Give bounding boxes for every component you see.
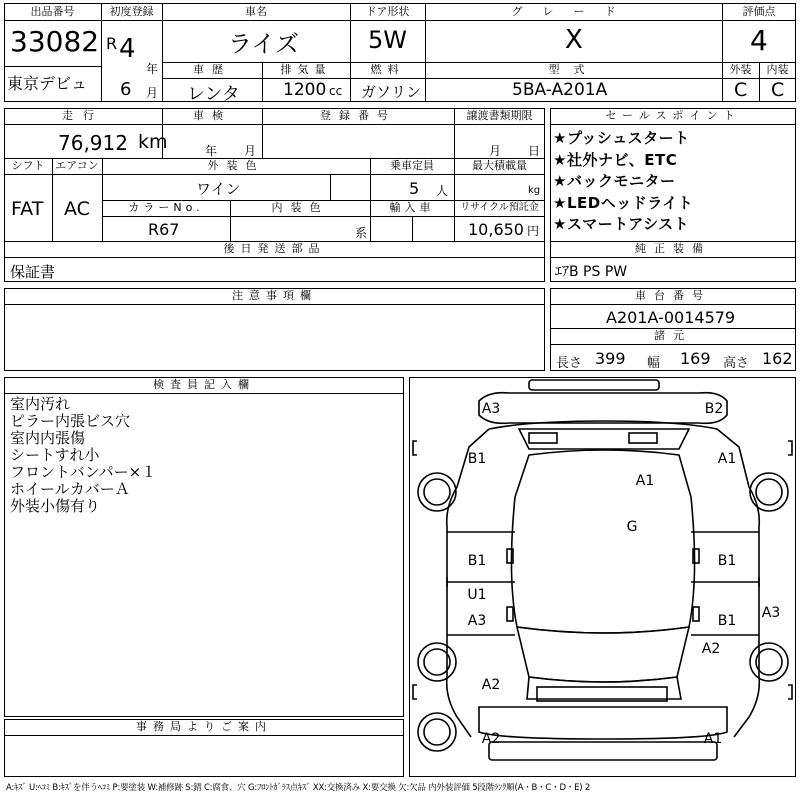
damage-mark: A3 [761, 605, 781, 621]
history-label: 車歴 [193, 63, 231, 76]
model-label: 型式 [548, 63, 599, 76]
fuel-label: 燃料 [370, 63, 405, 76]
inspector-note: 室内汚れ [10, 395, 71, 413]
length-label: 長さ [556, 356, 583, 371]
sales-points [553, 128, 693, 236]
height-label: 高さ [723, 356, 750, 371]
sales-label: セールスポイント [605, 109, 741, 122]
score-label: 評価点 [742, 5, 776, 18]
era: R [106, 34, 118, 53]
grade-label: グレード [511, 5, 636, 18]
max-load-unit: kg [528, 185, 541, 196]
mileage-unit: km [138, 131, 168, 153]
width: 169 [680, 349, 711, 368]
import-label: 輸入車 [389, 201, 435, 214]
lot-number: 33082 [10, 25, 100, 58]
caution-label: 注意事項欄 [232, 289, 317, 302]
damage-mark: A3 [467, 613, 487, 629]
later-parts: 保証書 [10, 263, 56, 281]
inspection-year-unit: 年 [205, 144, 218, 158]
exterior-color: ワイン [196, 180, 241, 198]
equipment-label: 純正装備 [635, 242, 711, 255]
color-no-label: カラーNo. [128, 201, 204, 214]
int-label: 内装 [766, 63, 789, 76]
lot-label: 出品番号 [30, 5, 75, 18]
width-label: 幅 [647, 356, 661, 371]
fuel: ガソリン [361, 83, 422, 101]
damage-mark: A2 [481, 677, 501, 693]
year-unit: 年 [146, 62, 159, 76]
inspector-note: 外装小傷有り [10, 497, 101, 515]
damage-mark: B2 [704, 401, 724, 417]
history: レンタ [187, 84, 240, 105]
ext-label: 外装 [729, 63, 752, 76]
damage-mark: A2 [701, 641, 721, 657]
score: 4 [750, 24, 768, 57]
damage-mark: A1 [703, 731, 723, 747]
inspection-month-unit: 月 [244, 144, 257, 158]
height: 162 [762, 349, 793, 368]
damage-mark: A1 [635, 473, 655, 489]
damage-mark: G [626, 519, 638, 535]
damage-mark: B1 [467, 553, 487, 569]
recycle-unit: 円 [527, 224, 540, 238]
capacity: 5 [409, 179, 420, 198]
equipment: ｴｱB PS PW [555, 264, 628, 280]
inspector-note: フロントバンパー×１ [10, 463, 157, 481]
chassis-label: 車台番号 [635, 289, 711, 302]
month-unit: 月 [146, 86, 159, 100]
ac: AC [64, 198, 90, 220]
capacity-label: 乗車定員 [390, 159, 434, 172]
ext-grade: C [734, 79, 748, 101]
inspector-note: ホイールカバーＡ [10, 480, 130, 498]
int-grade: C [771, 79, 785, 101]
sales-point: ★LEDヘッドライト [553, 193, 694, 212]
car-name-label: 車名 [245, 5, 267, 18]
ac-label: エアコン [55, 159, 99, 172]
mileage-label: 走行 [62, 109, 104, 122]
plate-label: 登録番号 [320, 109, 396, 122]
damage-mark: U1 [467, 587, 487, 603]
sales-point: ★スマートアシスト [553, 215, 690, 233]
length: 399 [595, 349, 626, 368]
interior-color-label: 内装色 [271, 201, 329, 214]
damage-mark: A3 [481, 401, 501, 417]
transfer-month-unit: 月 [489, 144, 502, 158]
mileage: 76,912 [58, 131, 128, 155]
damage-mark: A1 [717, 451, 737, 467]
first-reg-month: 6 [120, 79, 132, 100]
inspector-note: シートすれ小 [10, 446, 100, 464]
venue: 東京デビュ [7, 74, 88, 93]
max-load-label: 最大積載量 [472, 159, 527, 172]
first-reg-label: 初度登録 [109, 5, 154, 18]
inspector-note: 室内内張傷 [10, 429, 86, 447]
spec-label: 諸元 [654, 329, 692, 342]
grade: X [565, 25, 583, 55]
car-diagram-drawing [409, 377, 796, 777]
exterior-color-label: 外装色 [207, 159, 265, 172]
sales-point: ★社外ナビ、ETC [553, 150, 678, 169]
inspector-label: 検査員記入欄 [153, 378, 255, 391]
displacement: 1200 [283, 80, 327, 100]
first-reg-year: 4 [119, 34, 136, 64]
inspection-label: 車検 [193, 109, 231, 122]
transfer-label: 譲渡書類期限 [466, 109, 533, 122]
displacement-label: 排気量 [280, 63, 332, 76]
sales-point: ★バックモニター [553, 172, 676, 190]
model-code: 5BA-A201A [512, 80, 608, 100]
door-type: 5W [368, 26, 407, 54]
chassis-number: A201A-0014579 [606, 308, 736, 327]
inspector-notes [10, 396, 156, 515]
office-label: 事務局よりご案内 [136, 720, 272, 733]
interior-color-unit: 系 [355, 226, 368, 240]
car-name: ライズ [228, 30, 300, 58]
transfer-day-unit: 日 [528, 144, 541, 158]
damage-mark: B1 [717, 553, 737, 569]
legend: A:ｷｽﾞ U:ﾍｺﾐ B:ｷｽﾞを伴うﾍｺﾐ P:要塗装 W:補修跡 S:錆 C:腐食、穴 G:ﾌﾛﾝﾄｶﾞﾗｽ点ｷｽﾞ XX:交換済み X:要交換 欠:欠品 内外装評価 5段階ﾗﾝｸ順(A・B・C・D・E) 2 [6, 783, 591, 793]
recycle-fee: 10,650 [468, 220, 524, 239]
recycle-label: リサイクル預託金 [460, 202, 539, 213]
sales-point: ★プッシュスタート [553, 129, 690, 147]
door-label: ドア形状 [365, 5, 410, 18]
color-no: R67 [148, 220, 180, 239]
damage-mark: B1 [717, 613, 737, 629]
shift-label: シフト [11, 159, 45, 172]
shift: FAT [11, 198, 44, 220]
later-parts-label: 後日発送部品 [223, 242, 326, 255]
damage-mark: A2 [481, 731, 501, 747]
displacement-unit: cc [329, 84, 343, 98]
inspector-note: ピラー内張ビス穴 [10, 412, 131, 430]
damage-mark: B1 [467, 451, 487, 467]
capacity-unit: 人 [436, 184, 449, 198]
